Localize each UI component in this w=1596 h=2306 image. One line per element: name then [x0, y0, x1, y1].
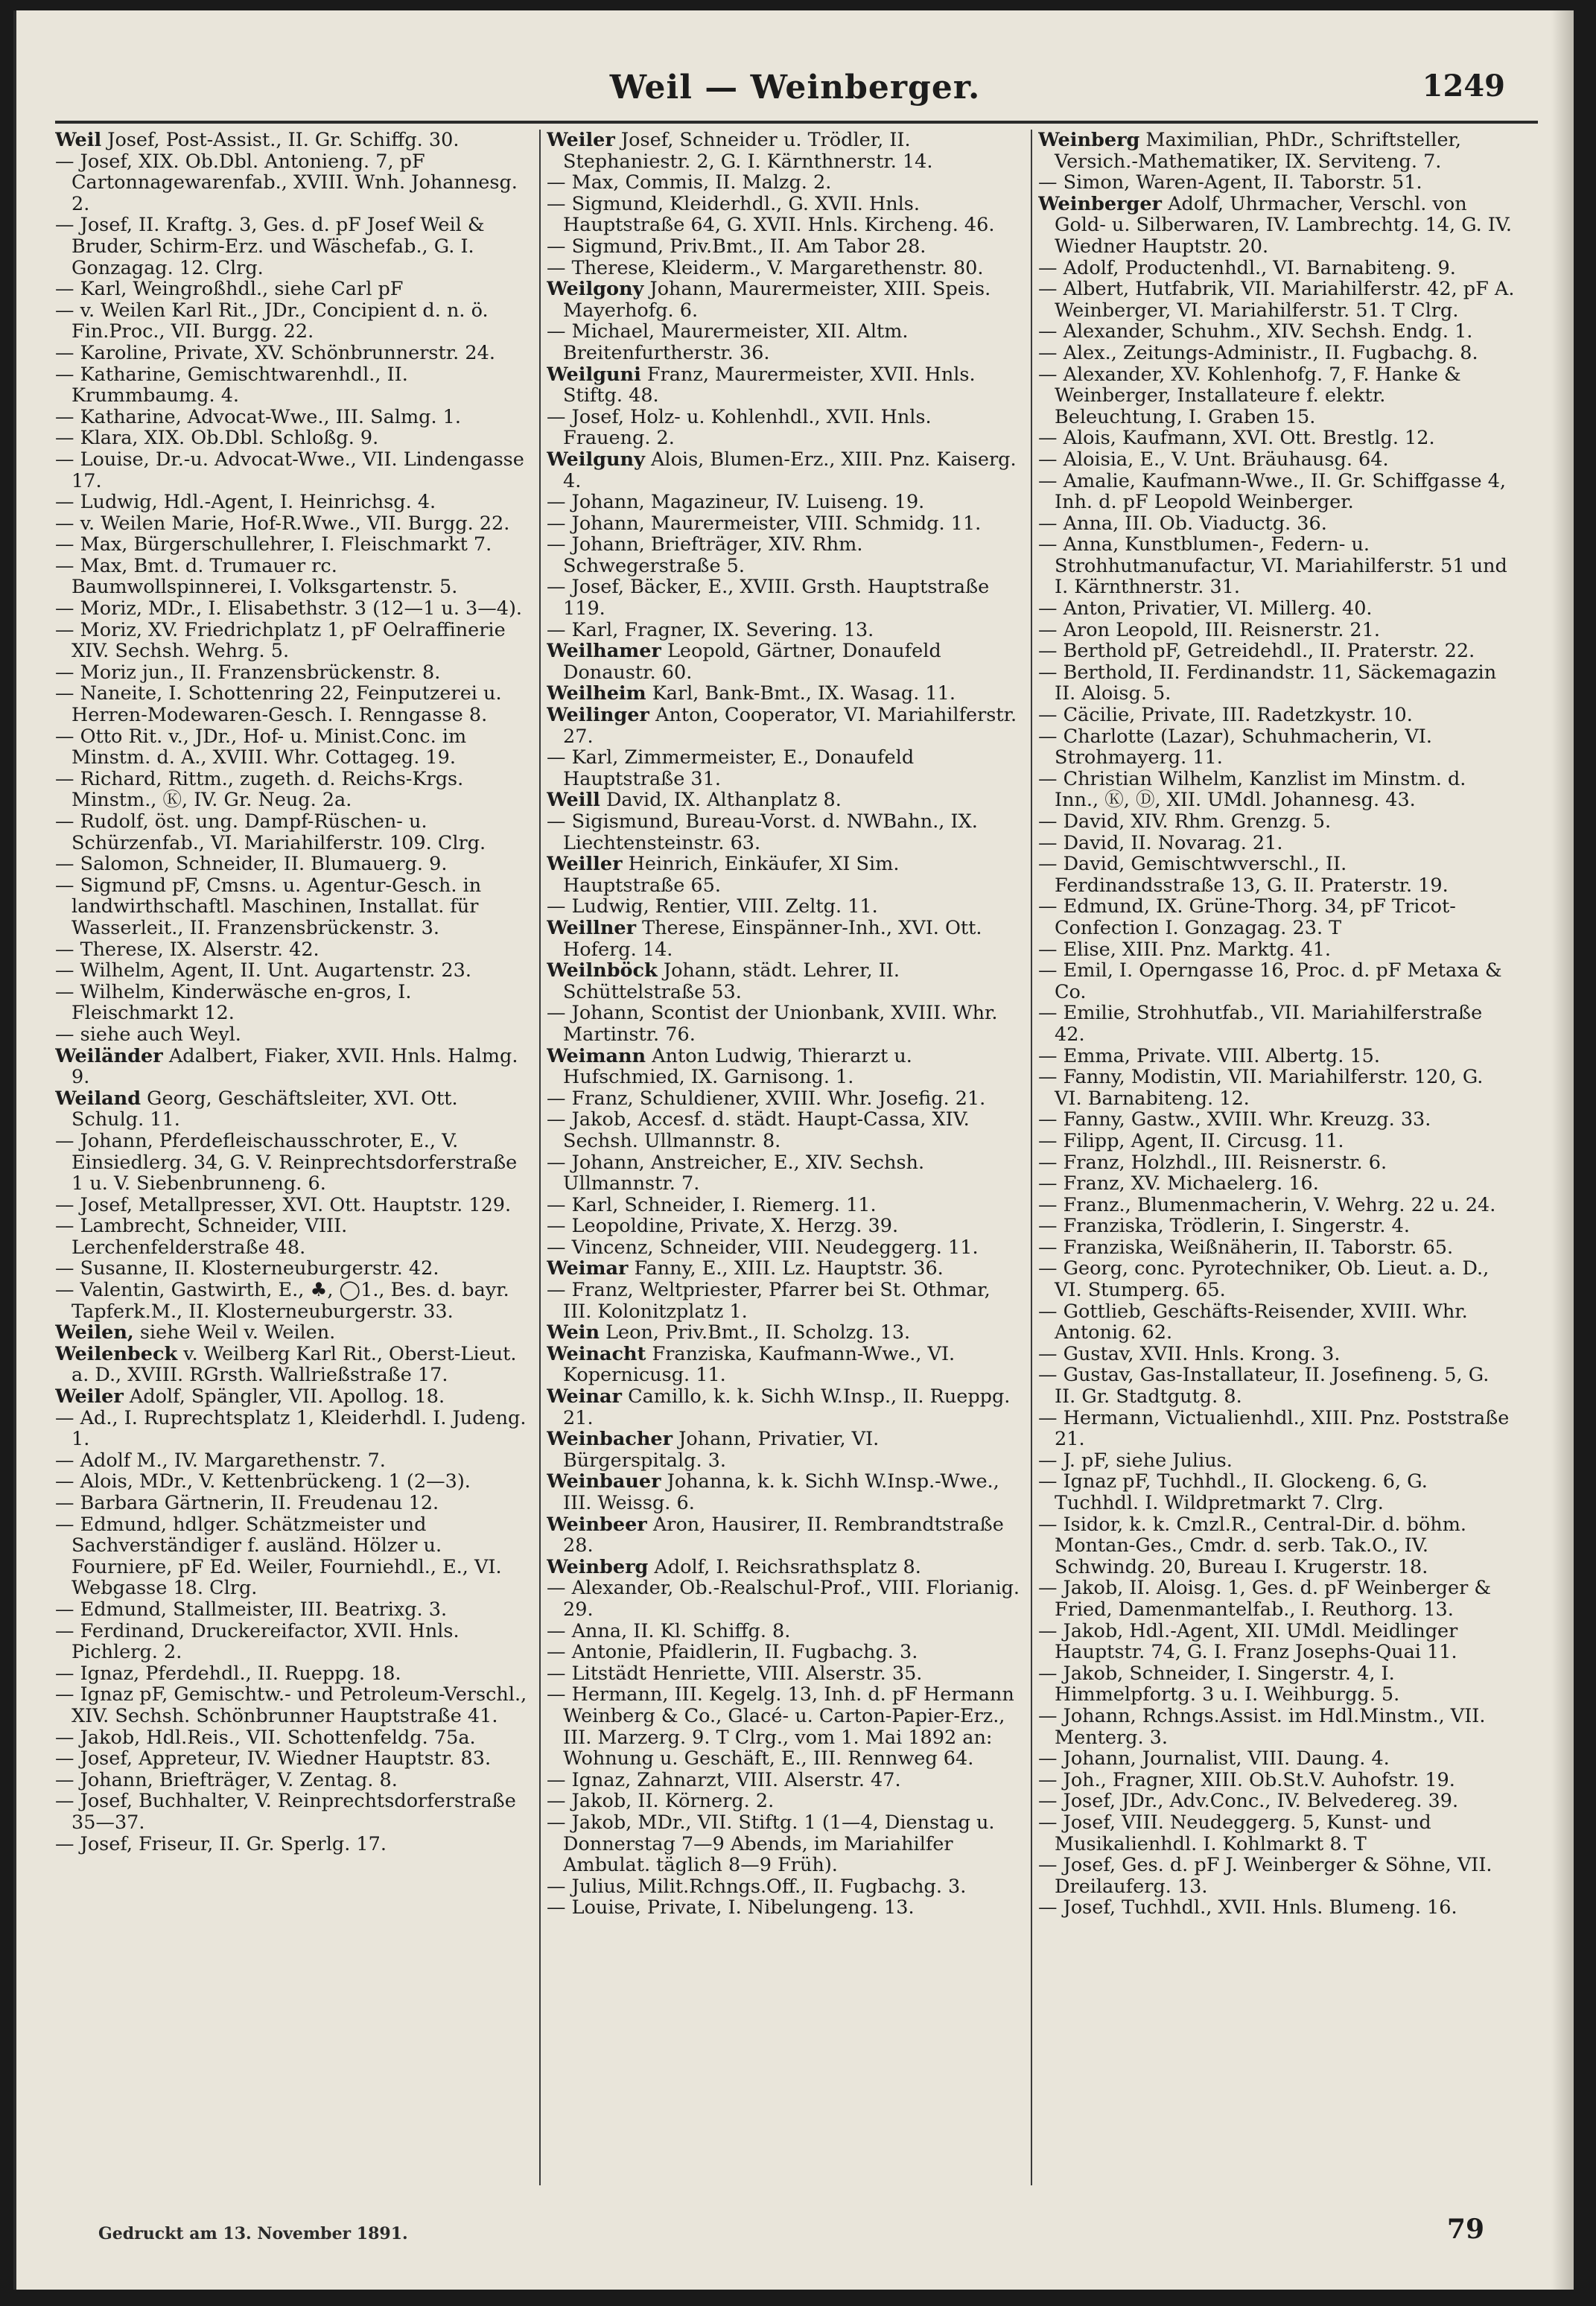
directory-entry: — Susanne, II. Klosterneuburgerstr. 42. [55, 1257, 439, 1280]
directory-entry: — Edmund, Stallmeister, III. Beatrixg. 3. [55, 1598, 448, 1621]
page-number: 1249 [1422, 69, 1505, 104]
directory-entry: — Emil, I. Operngasse 16, Proc. d. pF Metaxa & Co. [1038, 959, 1502, 1003]
directory-entry: — Alex., Zeitungs-Administr., II. Fugbachg. 8. [1038, 341, 1478, 364]
directory-entry: — Josef, VIII. Neudeggerg. 5, Kunst- und Musikalienhdl. I. Kohlmarkt 8. T [1038, 1811, 1431, 1855]
directory-entry: — Karoline, Private, XV. Schönbrunnerstr. 24. [55, 341, 495, 364]
directory-page [13, 10, 1574, 2290]
page-edge-shadow [1551, 10, 1574, 2290]
directory-entry: — Emilie, Strohhutfab., VII. Mariahilferstraße 42. [1038, 1002, 1483, 1046]
directory-entry: — Josef, Buchhalter, V. Reinprechtsdorferstraße 35—37. [55, 1790, 516, 1834]
directory-entry: — Katharine, Advocat-Wwe., III. Salmg. 1. [55, 405, 462, 428]
directory-entry: — Josef, Metallpresser, XVI. Ott. Hauptstr. 129. [55, 1193, 512, 1216]
directory-entry: — Charlotte (Lazar), Schuhmacherin, VI. Strohmayerg. 11. [1038, 725, 1432, 769]
directory-entry: — Ludwig, Rentier, VIII. Zeltg. 11. [547, 895, 878, 918]
directory-entry: — Max, Bürgerschullehrer, I. Fleischmarkt 7. [55, 533, 492, 556]
directory-entry: Weimar Fanny, E., XIII. Lz. Hauptstr. 36. [547, 1257, 944, 1280]
directory-entry: — Joh., Fragner, XIII. Ob.St.V. Auhofstr. 19. [1038, 1768, 1455, 1791]
directory-entry: — Fanny, Modistin, VII. Mariahilferstr. 120, G. VI. Barnabiteng. 12. [1038, 1066, 1484, 1110]
directory-entry: — Georg, conc. Pyrotechniker, Ob. Lieut. a. D., VI. Stumperg. 65. [1038, 1257, 1490, 1302]
directory-entry: — Josef, Appreteur, IV. Wiedner Hauptstr. 83. [55, 1747, 492, 1770]
directory-entry: — Josef, Tuchhdl., XVII. Hnls. Blumeng. 16. [1038, 1896, 1457, 1919]
directory-entry: Weinberger Adolf, Uhrmacher, Verschl. von Gold- u. Silberwaren, IV. Lambrechtg. 14, G. IV. Wiedner Hauptstr. 20. [1038, 192, 1513, 258]
directory-entry: — David, II. Novarag. 21. [1038, 831, 1283, 854]
directory-entry: Weinbeer Aron, Hausirer, II. Rembrandtstraße 28. [547, 1513, 1004, 1557]
directory-entry: — Cäcilie, Private, III. Radetzkystr. 10. [1038, 704, 1413, 727]
directory-entry: Weiland Georg, Geschäftsleiter, XVI. Ott. Schulg. 11. [55, 1087, 458, 1131]
directory-entry: — Filipp, Agent, II. Circusg. 11. [1038, 1129, 1344, 1152]
directory-entry: Weillner Therese, Einspänner-Inh., XVI. Ott. Hoferg. 14. [547, 916, 982, 961]
directory-entry: — Max, Commis, II. Malzg. 2. [547, 171, 832, 194]
directory-entry: — Alexander, Schuhm., XIV. Sechsh. Endg. 1. [1038, 320, 1473, 343]
directory-entry: — Antonie, Pfaidlerin, II. Fugbachg. 3. [547, 1641, 918, 1664]
directory-entry: — Edmund, hdlger. Schätzmeister und Sachverständiger f. ausländ. Hölzer u. Fourniere, pF Ed. Weiler, Fourniehdl., E., VI. Webgasse 18. Clrg. [55, 1513, 502, 1600]
directory-entry: — Karl, Weingroßhdl., siehe Carl pF [55, 278, 404, 301]
directory-entry: — Sigismund, Bureau-Vorst. d. NWBahn., IX. Liechtensteinstr. 63. [547, 810, 978, 854]
directory-entry: — Wilhelm, Kinderwäsche en-gros, I. Fleischmarkt 12. [55, 980, 412, 1025]
header-rule [55, 121, 1538, 124]
directory-entry: — Johann, Scontist der Unionbank, XVIII. Whr. Martinstr. 76. [547, 1002, 998, 1046]
directory-entry: — Max, Bmt. d. Trumauer rc. Baumwollspinnerei, I. Volksgartenstr. 5. [55, 554, 458, 599]
directory-entry: — Louise, Dr.-u. Advocat-Wwe., VII. Lindengasse 17. [55, 448, 524, 492]
directory-entry: — Therese, IX. Alserstr. 42. [55, 938, 319, 961]
running-title: Weil — Weinberger. [609, 69, 981, 107]
directory-entry: — Fanny, Gastw., XVIII. Whr. Kreuzg. 33. [1038, 1108, 1431, 1131]
directory-entry: — Jakob, MDr., VII. Stiftg. 1 (1—4, Dienstag u. Donnerstag 7—9 Abends, im Mariahilfer Ambulat. täglich 8—9 Früh). [547, 1811, 995, 1877]
directory-entry: — Josef, Holz- u. Kohlenhdl., XVII. Hnls. Fraueng. 2. [547, 405, 932, 450]
directory-entry: — Aloisia, E., V. Unt. Bräuhausg. 64. [1038, 448, 1389, 471]
directory-entry: — Alois, Kaufmann, XVI. Ott. Brestlg. 12. [1038, 427, 1435, 450]
directory-entry: — Karl, Zimmermeister, E., Donaufeld Hauptstraße 31. [547, 746, 915, 790]
directory-entry: Weilheim Karl, Bank-Bmt., IX. Wasag. 11. [547, 682, 956, 705]
directory-entry: — Jakob, Accesf. d. städt. Haupt-Cassa, XIV. Sechsh. Ullmannstr. 8. [547, 1108, 970, 1152]
directory-entry: — Litstädt Henriette, VIII. Alserstr. 35. [547, 1662, 923, 1685]
directory-entry: — Rudolf, öst. ung. Dampf-Rüschen- u. Schürzenfab., VI. Mariahilferstr. 109. Clrg. [55, 810, 486, 854]
directory-entry: — Louise, Private, I. Nibelungeng. 13. [547, 1896, 915, 1919]
directory-entry: Weilguny Alois, Blumen-Erz., XIII. Pnz. Kaiserg. 4. [547, 448, 1017, 492]
directory-entry: — Edmund, IX. Grüne-Thorg. 34, pF Tricot-Confection I. Gonzagag. 23. T [1038, 895, 1456, 939]
directory-entry: Weinbauer Johanna, k. k. Sichh W.Insp.-Wwe., III. Weissg. 6. [547, 1470, 999, 1514]
directory-entry: — Leopoldine, Private, X. Herzg. 39. [547, 1215, 899, 1238]
directory-entry: — Alexander, XV. Kohlenhofg. 7, F. Hanke & Weinberger, Installateure f. elektr. Beleuchtung, I. Graben 15. [1038, 363, 1461, 428]
directory-entry: Weimann Anton Ludwig, Thierarzt u. Hufschmied, IX. Garnisong. 1. [547, 1044, 912, 1089]
directory-entry: — Katharine, Gemischtwarenhdl., II. Krummbaumg. 4. [55, 363, 408, 407]
directory-entry: — Alexander, Ob.-Realschul-Prof., VIII. Florianig. 29. [547, 1577, 1020, 1621]
directory-entry: Weiländer Adalbert, Fiaker, XVII. Hnls. Halmg. 9. [55, 1044, 518, 1089]
directory-entry: — Ferdinand, Druckereifactor, XVII. Hnls. Pichlerg. 2. [55, 1619, 460, 1664]
directory-entry: Weiller Heinrich, Einkäufer, XI Sim. Hauptstraße 65. [547, 853, 900, 897]
directory-entry: Weilenbeck v. Weilberg Karl Rit., Oberst-Lieut. a. D., XVIII. RGrsth. Wallrießstraße 17. [55, 1342, 517, 1387]
directory-entry: — Ad., I. Ruprechtsplatz 1, Kleiderhdl. I. Judeng. 1. [55, 1406, 527, 1451]
directory-entry: — Sigmund, Kleiderhdl., G. XVII. Hnls. Hauptstraße 64, G. XVII. Hnls. Kircheng. 46. [547, 192, 995, 237]
directory-entry: — Gottlieb, Geschäfts-Reisender, XVIII. Whr. Antonig. 62. [1038, 1300, 1468, 1344]
directory-entry: — Jakob, Hdl.Reis., VII. Schottenfeldg. 75a. [55, 1726, 476, 1749]
directory-entry: — Jakob, II. Aloisg. 1, Ges. d. pF Weinberger & Fried, Damenmantelfab., I. Reuthorg. 13. [1038, 1577, 1492, 1621]
directory-entry: — Franziska, Trödlerin, I. Singerstr. 4. [1038, 1215, 1410, 1238]
directory-entry: — Richard, Rittm., zugeth. d. Reichs-Krgs. Minstm., Ⓚ, IV. Gr. Neug. 2a. [55, 767, 464, 812]
directory-entry: — Vincenz, Schneider, VIII. Neudeggerg. 11. [547, 1236, 979, 1259]
directory-entry: — Franz, Schuldiener, XVIII. Whr. Josefig. 21. [547, 1087, 986, 1110]
directory-entry: Weiler Josef, Schneider u. Trödler, II. Stephaniestr. 2, G. I. Kärnthnerstr. 14. [547, 130, 933, 173]
directory-entry: — Julius, Milit.Rchngs.Off., II. Fugbachg. 3. [547, 1875, 967, 1898]
directory-entry: — Josef, JDr., Adv.Conc., IV. Belvedereg. 39. [1038, 1790, 1459, 1813]
directory-entry: — Jakob, Schneider, I. Singerstr. 4, I. Himmelpfortg. 3 u. I. Weihburgg. 5. [1038, 1662, 1400, 1706]
directory-entry: — Franziska, Weißnäherin, II. Taborstr. 65. [1038, 1236, 1454, 1259]
directory-entry: — Otto Rit. v., JDr., Hof- u. Minist.Conc. im Minstm. d. A., XVIII. Whr. Cottageg. 19. [55, 725, 467, 769]
directory-entry: — Anton, Privatier, VI. Millerg. 40. [1038, 597, 1373, 620]
directory-entry: — Isidor, k. k. Cmzl.R., Central-Dir. d. böhm. Montan-Ges., Cmdr. d. serb. Tak.O., IV. Schwindg. 20, Bureau I. Krugerstr. 18. [1038, 1513, 1466, 1578]
directory-entry: Weilen, siehe Weil v. Weilen. [55, 1321, 336, 1344]
directory-entry: — Aron Leopold, III. Reisnerstr. 21. [1038, 618, 1380, 641]
directory-entry: — Salomon, Schneider, II. Blumauerg. 9. [55, 853, 448, 876]
directory-entry: — Emma, Private. VIII. Albertg. 15. [1038, 1044, 1381, 1067]
directory-entry: — Moriz, MDr., I. Elisabethstr. 3 (12—1 u. 3—4). [55, 597, 523, 620]
directory-entry: Weinbacher Johann, Privatier, VI. Bürgerspitalg. 3. [547, 1428, 880, 1472]
directory-entry: — Johann, Journalist, VIII. Daung. 4. [1038, 1747, 1390, 1770]
directory-entry: — Jakob, Hdl.-Agent, XII. UMdl. Meidlinger Hauptstr. 74, G. I. Franz Josephs-Quai 11. [1038, 1619, 1458, 1664]
directory-entry: Weinar Camillo, k. k. Sichh W.Insp., II. Rueppg. 21. [547, 1385, 1011, 1429]
directory-entry: — Simon, Waren-Agent, II. Taborstr. 51. [1038, 171, 1422, 194]
directory-entry: — Sigmund, Priv.Bmt., II. Am Tabor 28. [547, 235, 926, 258]
directory-entry: — Adolf, Productenhdl., VI. Barnabiteng. 9. [1038, 256, 1456, 279]
directory-entry: Weill David, IX. Althanplatz 8. [547, 789, 842, 812]
column-divider [1031, 130, 1032, 2185]
directory-entry: Weiler Adolf, Spängler, VII. Apollog. 18. [55, 1385, 445, 1408]
directory-entry: — Naneite, I. Schottenring 22, Feinputzerei u. Herren-Modewaren-Gesch. I. Renngasse 8. [55, 682, 502, 727]
directory-entry: — Josef, Friseur, II. Gr. Sperlg. 17. [55, 1832, 387, 1855]
directory-entry: — Johann, Magazineur, IV. Luiseng. 19. [547, 491, 925, 514]
directory-entry: Weinberg Adolf, I. Reichsrathsplatz 8. [547, 1555, 921, 1578]
directory-entry: — Ignaz pF, Gemischtw.- und Petroleum-Verschl., XIV. Sechsh. Schönbrunner Hauptstraße 41. [55, 1683, 527, 1727]
column-2 [547, 130, 1023, 2170]
directory-entry: Weilguni Franz, Maurermeister, XVII. Hnls. Stiftg. 48. [547, 363, 976, 407]
directory-entry: — Johann, Maurermeister, VIII. Schmidg. 11. [547, 512, 982, 535]
directory-entry: — Lambrecht, Schneider, VIII. Lerchenfelderstraße 48. [55, 1215, 348, 1259]
directory-entry: — Barbara Gärtnerin, II. Freudenau 12. [55, 1492, 439, 1514]
directory-entry: Weinberg Maximilian, PhDr., Schriftsteller, Versich.-Mathematiker, IX. Serviteng. 7. [1038, 130, 1462, 173]
print-date-note: Gedruckt am 13. November 1891. [98, 2224, 408, 2243]
directory-entry: — Josef, Bäcker, E., XVIII. Grsth. Hauptstraße 119. [547, 576, 990, 620]
directory-entry: — siehe auch Weyl. [55, 1023, 241, 1046]
directory-entry: — Jakob, II. Körnerg. 2. [547, 1790, 775, 1813]
directory-entry: — Franz, XV. Michaelerg. 16. [1038, 1172, 1319, 1195]
directory-entry: Weilhamer Leopold, Gärtner, Donaufeld Donaustr. 60. [547, 640, 941, 684]
directory-entry: — Gustav, XVII. Hnls. Krong. 3. [1038, 1342, 1341, 1365]
directory-entry: Weinacht Franziska, Kaufmann-Wwe., VI. Kopernicusg. 11. [547, 1342, 956, 1387]
directory-entry: — Anna, III. Ob. Viaductg. 36. [1038, 512, 1327, 535]
directory-entry: — Johann, Pferdefleischausschroter, E., V. Einsiedlerg. 34, G. V. Reinprechtsdorferstraße 1 u. V. Siebenbrunneng. 6. [55, 1129, 518, 1195]
directory-entry: — Ignaz, Zahnarzt, VIII. Alserstr. 47. [547, 1768, 901, 1791]
directory-entry: — Berthold pF, Getreidehdl., II. Praterstr. 22. [1038, 640, 1475, 663]
directory-entry: Weil Josef, Post-Assist., II. Gr. Schiffg. 30. [55, 130, 460, 151]
directory-entry: — v. Weilen Marie, Hof-R.Wwe., VII. Burgg. 22. [55, 512, 510, 535]
directory-entry: — Amalie, Kaufmann-Wwe., II. Gr. Schiffgasse 4, Inh. d. pF Leopold Weinberger. [1038, 469, 1507, 514]
directory-entry: — David, XIV. Rhm. Grenzg. 5. [1038, 810, 1332, 833]
directory-entry: — Moriz jun., II. Franzensbrückenstr. 8. [55, 661, 441, 684]
directory-entry: — Michael, Maurermeister, XII. Altm. Breitenfurtherstr. 36. [547, 320, 909, 364]
directory-entry: — Ignaz pF, Tuchhdl., II. Glockeng. 6, G. Tuchhdl. I. Wildpretmarkt 7. Clrg. [1038, 1470, 1428, 1514]
directory-entry: — Berthold, II. Ferdinandstr. 11, Säckemagazin II. Aloisg. 5. [1038, 661, 1497, 705]
directory-entry: — Gustav, Gas-Installateur, II. Josefineng. 5, G. II. Gr. Stadtgutg. 8. [1038, 1364, 1490, 1408]
directory-entry: — Anna, Kunstblumen-, Federn- u. Strohhutmanufactur, VI. Mariahilferstr. 51 und I. Kärnthnerstr. 31. [1038, 533, 1507, 599]
directory-entry: — Johann, Anstreicher, E., XIV. Sechsh. Ullmannstr. 7. [547, 1151, 925, 1195]
directory-entry: — Ludwig, Hdl.-Agent, I. Heinrichsg. 4. [55, 491, 436, 514]
directory-entry: — Hermann, Victualienhdl., XIII. Pnz. Poststraße 21. [1038, 1406, 1510, 1451]
directory-entry: — Therese, Kleiderm., V. Margarethenstr. 80. [547, 256, 984, 279]
directory-entry: — Johann, Briefträger, XIV. Rhm. Schwegerstraße 5. [547, 533, 863, 577]
directory-entry: — Elise, XIII. Pnz. Marktg. 41. [1038, 938, 1332, 961]
directory-entry: — Josef, Ges. d. pF J. Weinberger & Söhne, VII. Dreilauferg. 13. [1038, 1854, 1492, 1898]
directory-entry: — Alois, MDr., V. Kettenbrückeng. 1 (2—3). [55, 1470, 471, 1493]
directory-entry: — Sigmund pF, Cmsns. u. Agentur-Gesch. in landwirthschaftl. Maschinen, Installat. für Wasserleit., II. Franzensbrückenstr. 3. [55, 874, 482, 939]
directory-entry: Wein Leon, Priv.Bmt., II. Scholzg. 13. [547, 1321, 911, 1344]
column-3 [1038, 130, 1515, 2170]
directory-entry: — David, Gemischtwverschl., II. Ferdinandsstraße 13, G. II. Praterstr. 19. [1038, 853, 1449, 897]
directory-entry: — Valentin, Gastwirth, E., ♣, ◯1., Bes. d. bayr. Tapferk.M., II. Klosterneuburgerstr. 33. [55, 1279, 509, 1323]
directory-entry: — v. Weilen Karl Rit., JDr., Concipient d. n. ö. Fin.Proc., VII. Burgg. 22. [55, 299, 489, 343]
directory-entry: — Karl, Fragner, IX. Severing. 13. [547, 618, 874, 641]
directory-entry: — Johann, Briefträger, V. Zentag. 8. [55, 1768, 398, 1791]
directory-entry: — Franz, Weltpriester, Pfarrer bei St. Othmar, III. Kolonitzplatz 1. [547, 1279, 991, 1323]
directory-entry: — Albert, Hutfabrik, VII. Mariahilferstr. 42, pF A. Weinberger, VI. Mariahilferstr. 51. T Clrg. [1038, 278, 1515, 322]
directory-entry: — Anna, II. Kl. Schiffg. 8. [547, 1619, 791, 1642]
directory-entry: Weilinger Anton, Cooperator, VI. Mariahilferstr. 27. [547, 704, 1017, 748]
directory-entry: — Franz, Holzhdl., III. Reisnerstr. 6. [1038, 1151, 1387, 1174]
directory-entry: — Johann, Rchngs.Assist. im Hdl.Minstm., VII. Menterg. 3. [1038, 1704, 1486, 1749]
directory-entry: — Christian Wilhelm, Kanzlist im Minstm. d. Inn., Ⓚ, Ⓓ, XII. UMdl. Johannesg. 43. [1038, 767, 1466, 812]
directory-entry: — Wilhelm, Agent, II. Unt. Augartenstr. 23. [55, 959, 471, 982]
directory-entry: — Adolf M., IV. Margarethenstr. 7. [55, 1449, 386, 1472]
directory-entry: Weilgony Johann, Maurermeister, XIII. Speis. Mayerhofg. 6. [547, 278, 991, 322]
directory-entry: — Moriz, XV. Friedrichplatz 1, pF Oelraffinerie XIV. Sechsh. Wehrg. 5. [55, 618, 506, 663]
directory-entry: — Josef, XIX. Ob.Dbl. Antonieng. 7, pF Cartonnagewarenfab., XVIII. Wnh. Johannesg. 2. [55, 150, 518, 215]
directory-entry: — Ignaz, Pferdehdl., II. Rueppg. 18. [55, 1662, 401, 1685]
directory-entry: — Karl, Schneider, I. Riemerg. 11. [547, 1193, 877, 1216]
directory-entry: — Klara, XIX. Ob.Dbl. Schloßg. 9. [55, 427, 379, 450]
signature-number: 79 [1446, 2214, 1484, 2245]
directory-entry: — Franz., Blumenmacherin, V. Wehrg. 22 u. 24. [1038, 1193, 1496, 1216]
directory-entry: — Hermann, III. Kegelg. 13, Inh. d. pF Hermann Weinberg & Co., Glacé- u. Carton-Papier-Erz., III. Marzerg. 9. T Clrg., vom 1. Mai 1892 an: Wohnung u. Geschäft, E., III. Rennweg 64. [547, 1683, 1014, 1770]
directory-entry: Weilnböck Johann, städt. Lehrer, II. Schüttelstraße 53. [547, 959, 900, 1003]
directory-entry: — Josef, II. Kraftg. 3, Ges. d. pF Josef Weil & Bruder, Schirm-Erz. und Wäschefab., G. I. Gonzagag. 12. Clrg. [55, 214, 485, 279]
column-1 [55, 130, 532, 2170]
directory-entry: — J. pF, siehe Julius. [1038, 1449, 1233, 1472]
page-header [16, 69, 1574, 110]
column-divider [539, 130, 541, 2185]
